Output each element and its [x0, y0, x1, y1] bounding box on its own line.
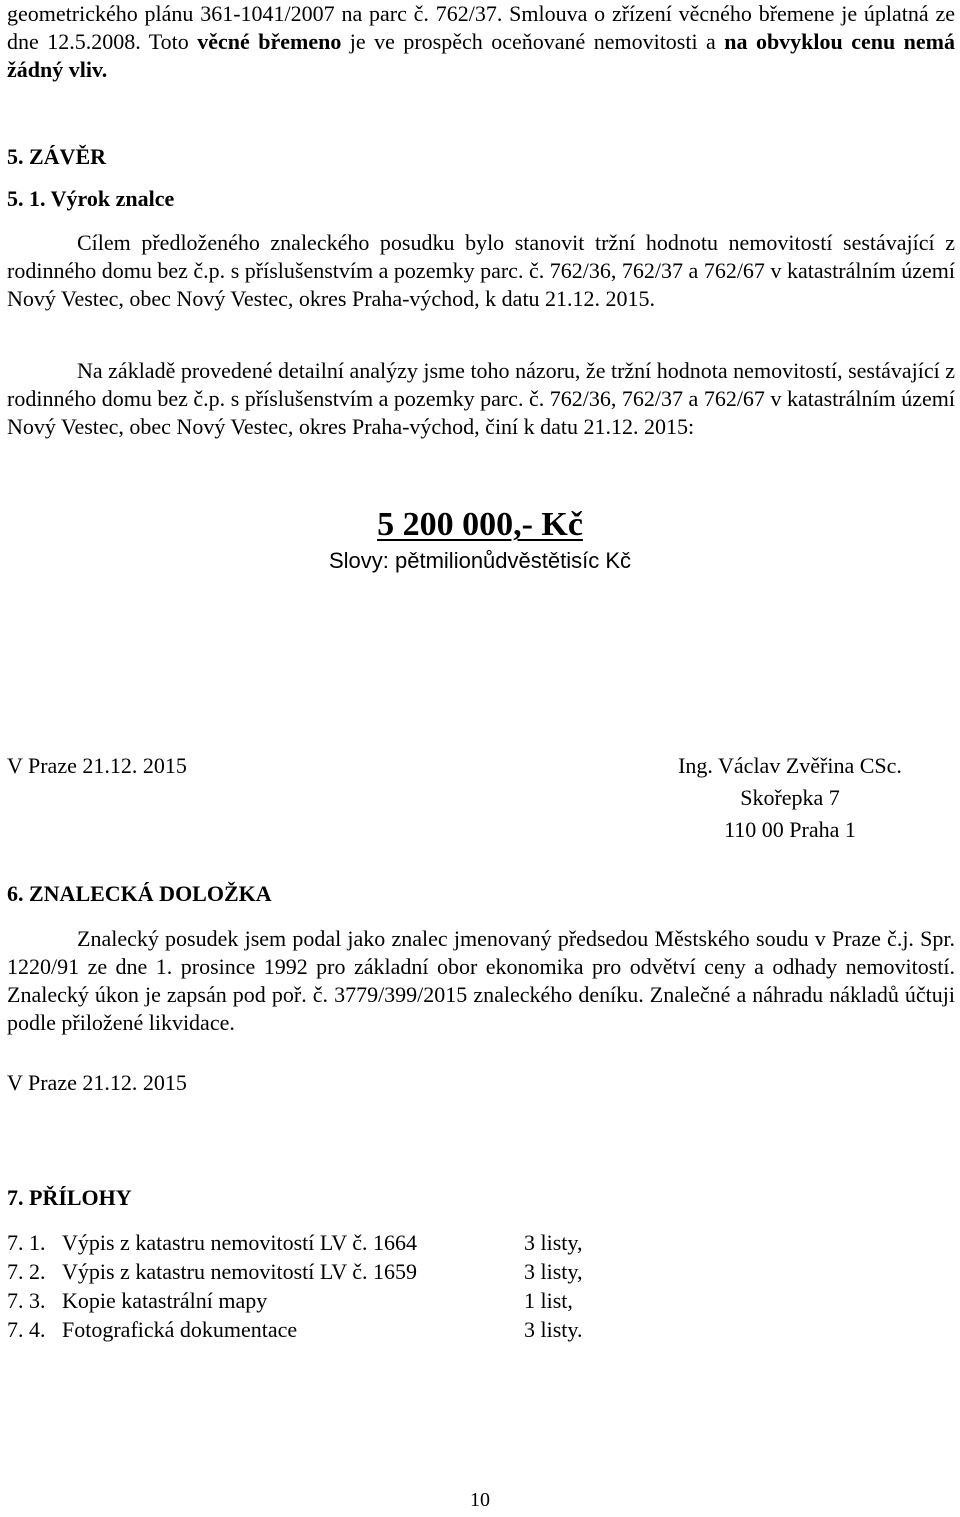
conclusion-text-1: Cílem předloženého znaleckého posudku bylo stanovit tržní hodnotu nemovitostí sestávající z rodinného domu bez č.p. s příslušenstvím a pozemky parc. č. 762/36, 762/37 a 762/67 v katastrálním území Nový Vestec, obec Nový Vestec, okres Praha-východ, k datu 21.12. 2015.: [7, 230, 955, 311]
annex-number: 7. 2.: [7, 1259, 46, 1284]
annex-item: [7, 1228, 582, 1257]
annex-title: Fotografická dokumentace: [62, 1317, 298, 1342]
conclusion-paragraph-1: [7, 229, 955, 313]
signer-block: [640, 750, 940, 846]
section-5-heading: 5. ZÁVĚR: [7, 144, 107, 169]
annex-title: Kopie katastrální mapy: [62, 1288, 268, 1313]
place-date-2: V Praze 21.12. 2015: [7, 1070, 187, 1095]
annex-sheet-count: 3 listy.: [524, 1317, 583, 1342]
annex-title: Výpis z katastru nemovitostí LV č. 1659: [62, 1259, 418, 1284]
section-6-heading: 6. ZNALECKÁ DOLOŽKA: [7, 881, 272, 906]
annex-number: 7. 3.: [7, 1288, 46, 1313]
market-value-amount: 5 200 000,- Kč: [377, 506, 583, 543]
annex-item: [7, 1315, 582, 1344]
section-7-heading: 7. PŘÍLOHY: [7, 1185, 132, 1210]
expert-clause-text: Znalecký posudek jsem podal jako znalec jmenovaný předsedou Městského soudu v Praze č.j. Spr. 1220/91 ze dne 1. prosince 1992 pro základní obor ekonomika pro odvětví ceny a odhady nemovitostí. Znalecký úkon je zapsán pod poř. č. 3779/399/2015 znaleckého deníku. Znalečné a náhradu nákladů účtuji podle přiložené likvidace.: [7, 926, 955, 1035]
conclusion-paragraph-2: [7, 357, 955, 441]
signer-street: Skořepka 7: [740, 785, 840, 810]
market-value-block: [0, 505, 960, 575]
signer-city: 110 00 Praha 1: [724, 817, 856, 842]
intro-text-1: geometrického plánu 361-1041/2007 na parc č. 762/37. Smlouva o zřízení věcného břemene je úplatná ze dne 12.5.2008. Toto: [7, 1, 955, 54]
intro-bold-1: věcné břemeno: [197, 29, 342, 54]
place-date-1: V Praze 21.12. 2015: [7, 753, 187, 778]
signer-name: Ing. Václav Zvěřina CSc.: [678, 753, 902, 778]
conclusion-text-2: Na základě provedené detailní analýzy jsme toho názoru, že tržní hodnota nemovitostí, sestávající z rodinného domu bez č.p. s příslušenstvím a pozemky parc. č. 762/36, 762/37 a 762/67 v katastrálním území Nový Vestec, obec Nový Vestec, okres Praha-východ, činí k datu 21.12. 2015:: [7, 358, 955, 439]
page-number: 10: [470, 1489, 490, 1511]
annex-sheet-count: 3 listy,: [524, 1259, 583, 1284]
annex-item: [7, 1257, 582, 1286]
annex-title: Výpis z katastru nemovitostí LV č. 1664: [62, 1230, 418, 1255]
expert-clause-paragraph: [7, 925, 955, 1037]
intro-paragraph: [7, 0, 955, 84]
section-5-1-heading: 5. 1. Výrok znalce: [7, 186, 175, 211]
market-value-in-words: Slovy: pětmilionůdvěstětisíc Kč: [328, 548, 632, 573]
annex-sheet-count: 3 listy,: [524, 1230, 583, 1255]
annex-list: [7, 1228, 582, 1344]
annex-number: 7. 4.: [7, 1317, 46, 1342]
annex-item: [7, 1286, 582, 1315]
annex-sheet-count: 1 list,: [524, 1288, 573, 1313]
annex-number: 7. 1.: [7, 1230, 46, 1255]
intro-bold-2: na obvyklou cenu nemá žádný vliv.: [7, 29, 955, 82]
intro-text-2: je ve prospěch oceňované nemovitosti a: [349, 29, 716, 54]
